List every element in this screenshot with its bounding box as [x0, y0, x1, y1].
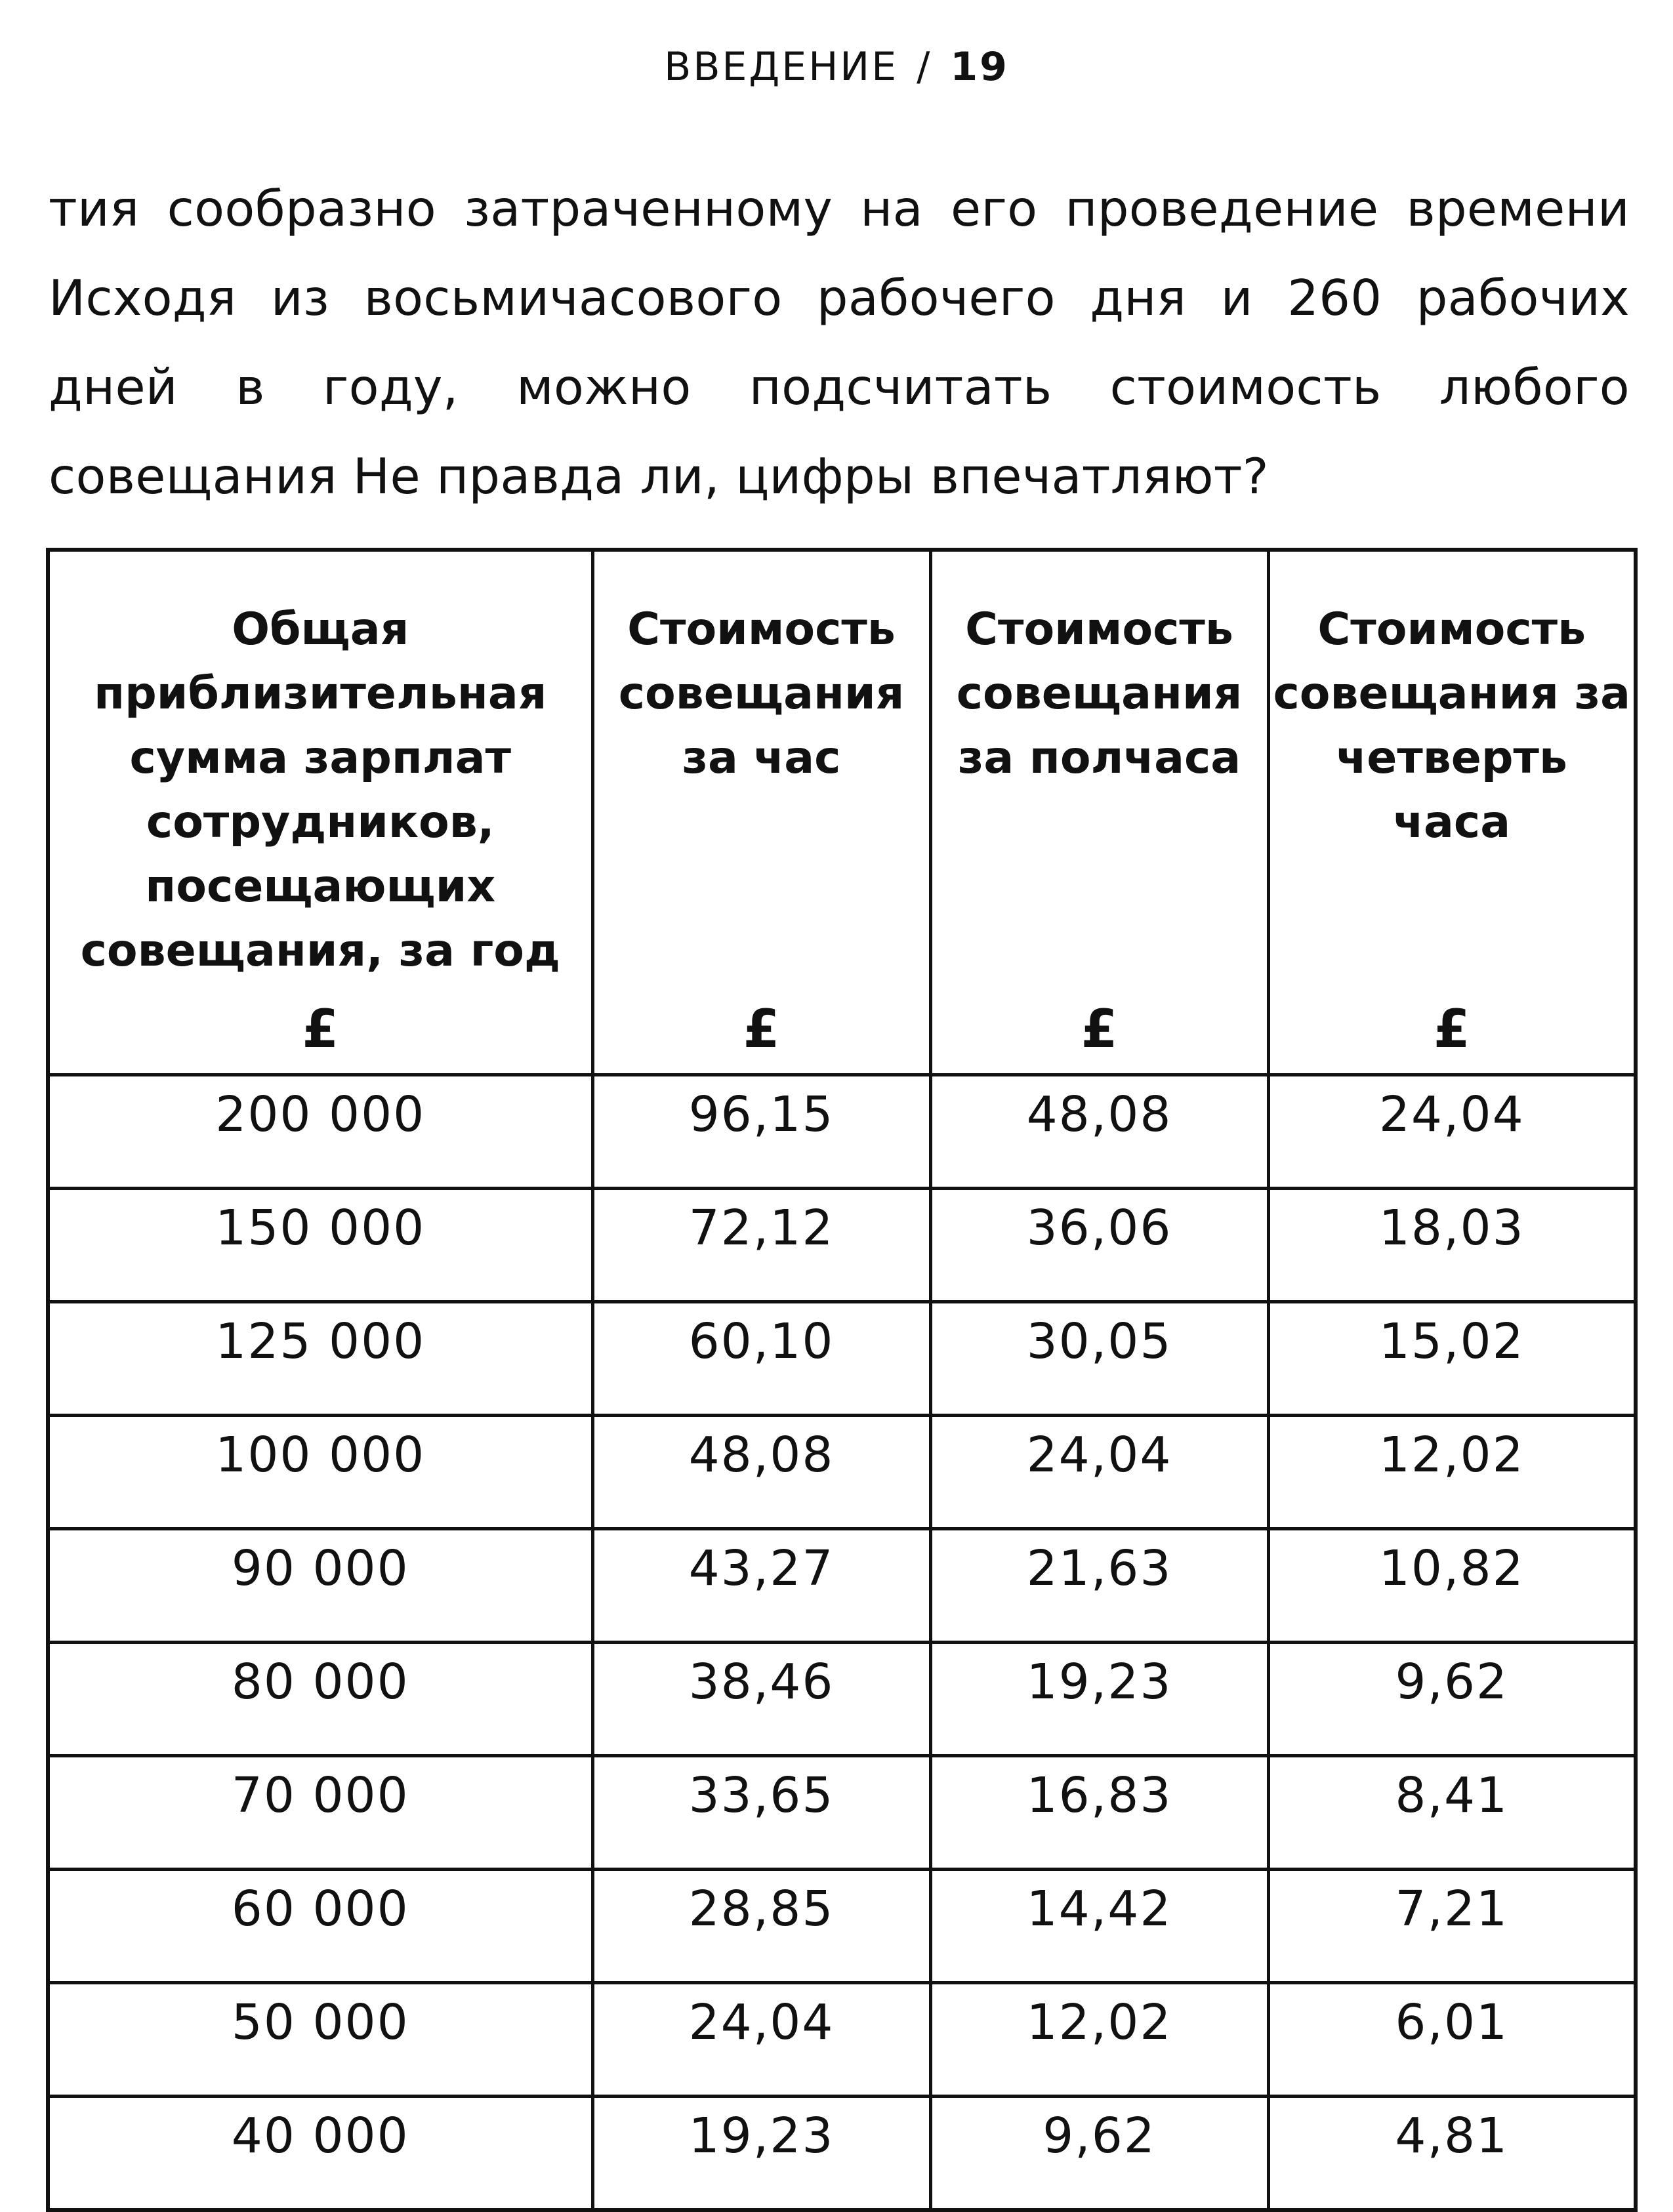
annual-salaries-cell: 200 000: [48, 1075, 592, 1189]
annual-salaries-cell: 70 000: [48, 1756, 592, 1870]
cost-half-hour-cell: 12,02: [930, 1983, 1268, 2097]
column-header-cost-per-quarter-hour: [1268, 550, 1636, 1075]
cost-half-hour-cell: 21,63: [930, 1529, 1268, 1643]
column-header-annual-salaries: [48, 550, 592, 1075]
table-header-row: [48, 550, 1636, 1075]
annual-salaries-cell: 125 000: [48, 1302, 592, 1416]
cost-hour-cell: 60,10: [592, 1302, 930, 1416]
column-header-cost-per-half-hour: [930, 550, 1268, 1075]
cost-hour-cell: 24,04: [592, 1983, 930, 2097]
currency-symbol: £: [1433, 998, 1470, 1059]
table-row: [48, 1189, 1636, 1302]
cost-hour-cell: 38,46: [592, 1643, 930, 1756]
annual-salaries-cell: 90 000: [48, 1529, 592, 1643]
meeting-cost-table: [46, 548, 1638, 2212]
cost-hour-cell: 48,08: [592, 1416, 930, 1529]
table-row: [48, 1643, 1636, 1756]
currency-symbol: £: [302, 998, 339, 1059]
cost-quarter-hour-cell: 4,81: [1268, 2097, 1636, 2211]
cost-half-hour-cell: 19,23: [930, 1643, 1268, 1756]
cost-quarter-hour-cell: 6,01: [1268, 1983, 1636, 2097]
header-separator: /: [917, 44, 932, 90]
table-row: [48, 1983, 1636, 2097]
cost-quarter-hour-cell: 12,02: [1268, 1416, 1636, 1529]
cost-hour-cell: 72,12: [592, 1189, 930, 1302]
cost-half-hour-cell: 30,05: [930, 1302, 1268, 1416]
column-header-label: Стоимость совещания за час: [618, 604, 905, 784]
table-row: [48, 2097, 1636, 2211]
table-row: [48, 1302, 1636, 1416]
cost-half-hour-cell: 16,83: [930, 1756, 1268, 1870]
annual-salaries-cell: 150 000: [48, 1189, 592, 1302]
table-row: [48, 1870, 1636, 1983]
cost-quarter-hour-cell: 9,62: [1268, 1643, 1636, 1756]
annual-salaries-cell: 80 000: [48, 1643, 592, 1756]
table-row: [48, 1075, 1636, 1189]
cost-hour-cell: 96,15: [592, 1075, 930, 1189]
cost-hour-cell: 28,85: [592, 1870, 930, 1983]
cost-quarter-hour-cell: 24,04: [1268, 1075, 1636, 1189]
cost-half-hour-cell: 36,06: [930, 1189, 1268, 1302]
cost-quarter-hour-cell: 18,03: [1268, 1189, 1636, 1302]
column-header-label: Общая приблизительная сумма зарплат сотрудников, посещающих совещания, за год: [80, 604, 560, 977]
body-paragraph: тия сообразно затраченному на его проведение времени Исходя из восьмичасового рабочего дня и 260 рабочих дней в году, можно подсчитать стоимость любого совещания Не правда ли, цифры впечатляют?: [49, 180, 1630, 505]
annual-salaries-cell: 60 000: [48, 1870, 592, 1983]
currency-symbol: £: [743, 998, 780, 1059]
cost-hour-cell: 33,65: [592, 1756, 930, 1870]
page-number: 19: [950, 44, 1009, 90]
cost-hour-cell: 19,23: [592, 2097, 930, 2211]
annual-salaries-cell: 40 000: [48, 2097, 592, 2211]
annual-salaries-cell: 100 000: [48, 1416, 592, 1529]
cost-half-hour-cell: 14,42: [930, 1870, 1268, 1983]
column-header-label: Стоимость совещания за четверть часа: [1273, 604, 1631, 848]
table-row: [48, 1416, 1636, 1529]
cost-quarter-hour-cell: 15,02: [1268, 1302, 1636, 1416]
table-row: [48, 1756, 1636, 1870]
cost-quarter-hour-cell: 8,41: [1268, 1756, 1636, 1870]
cost-hour-cell: 43,27: [592, 1529, 930, 1643]
column-header-cost-per-hour: [592, 550, 930, 1075]
table-row: [48, 1529, 1636, 1643]
column-header-label: Стоимость совещания за полчаса: [956, 604, 1243, 784]
section-title: ВВЕДЕНИЕ: [664, 44, 899, 90]
currency-symbol: £: [1081, 998, 1118, 1059]
running-head: [0, 41, 1673, 93]
annual-salaries-cell: 50 000: [48, 1983, 592, 2097]
cost-half-hour-cell: 48,08: [930, 1075, 1268, 1189]
cost-half-hour-cell: 24,04: [930, 1416, 1268, 1529]
cost-half-hour-cell: 9,62: [930, 2097, 1268, 2211]
cost-quarter-hour-cell: 10,82: [1268, 1529, 1636, 1643]
cost-quarter-hour-cell: 7,21: [1268, 1870, 1636, 1983]
